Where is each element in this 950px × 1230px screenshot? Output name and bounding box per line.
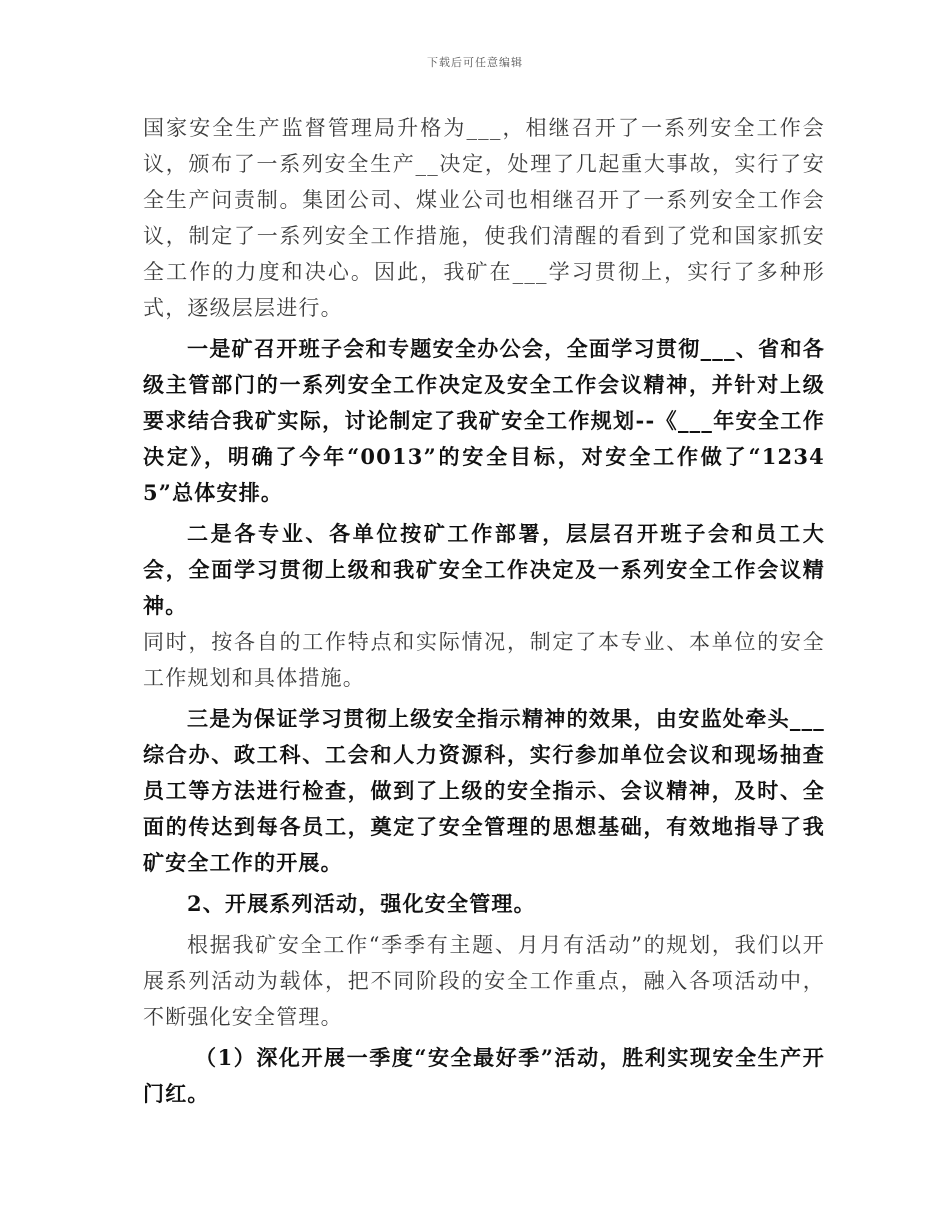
paragraph-point-three: 三是为保证学习贯彻上级安全指示精神的效果，由安监处牵头___综合办、政工科、工会和人力资源科，实行参加单位会议和现场抽查员工等方法进行检查，做到了上级的安全指示、会议精神，及时、全面的传达到每各员工，奠定了安全管理的思想基础，有效地指导了我矿安全工作的开展。 xyxy=(143,706,825,875)
document-body xyxy=(143,110,825,1117)
paragraph-point-one: 一是矿召开班子会和专题安全办公会，全面学习贯彻___、省和各级主管部门的一系列安全工作决定及安全工作会议精神，并针对上级要求结合我矿实际，讨论制定了我矿安全工作规划--《___年安全工作决定》，明确了今年“0013”的安全目标，对安全工作做了“12345”总体安排。 xyxy=(143,336,825,505)
paragraph-point-two: 二是各专业、各单位按矿工作部署，层层召开班子会和员工大会，全面学习贯彻上级和我矿安全工作决定及一系列安全工作会议精神。 xyxy=(143,521,825,618)
paragraph-activities: 根据我矿安全工作“季季有主题、月月有活动”的规划，我们以开展系列活动为载体，把不同阶段的安全工作重点，融入各项活动中，不断强化安全管理。 xyxy=(143,933,825,1029)
page-header: 下载后可任意编辑 xyxy=(427,56,523,69)
paragraph-point-two-continued: 同时，按各自的工作特点和实际情况，制定了本专业、本单位的安全工作规划和具体措施。 xyxy=(143,630,825,690)
section-heading-activities: 2、开展系列活动，强化安全管理。 xyxy=(187,891,536,916)
paragraph-intro: 国家安全生产监督管理局升格为___，相继召开了一系列安全工作会议，颁布了一系列安全生产__决定，处理了几起重大事故，实行了安全生产问责制。集团公司、煤业公司也相继召开了一系列安全工作会议，制定了一系列安全工作措施，使我们清醒的看到了党和国家抓安全工作的力度和决心。因此，我矿在___学习贯彻上，实行了多种形式，逐级层层进行。 xyxy=(143,116,825,320)
subsection-heading-q1: （1）深化开展一季度“安全最好季”活动，胜利实现安全生产开门红。 xyxy=(143,1045,825,1106)
